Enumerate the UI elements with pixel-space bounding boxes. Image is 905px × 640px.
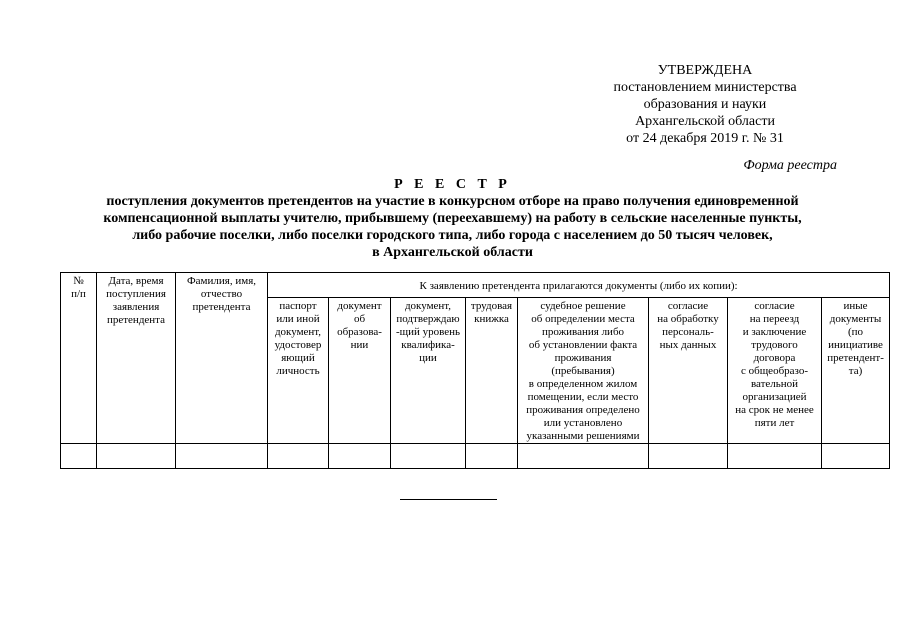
approval-line: постановлением министерства [613,80,797,95]
title-line: компенсационной выплаты учителю, прибывшему (переехавшему) на работу в сельские населенные пункты, [103,211,802,226]
table-cell[interactable] [391,444,466,469]
table-cell[interactable] [176,444,268,469]
header-number: № п/п [61,273,97,444]
approval-line: от 24 декабря 2019 г. № 31 [626,131,784,146]
table-cell[interactable] [728,444,822,469]
table-cell[interactable] [268,444,329,469]
table-cell[interactable] [97,444,176,469]
header-education: документ об образова- нии [329,298,391,444]
header-passport: паспорт или иной документ, удостовер яющий личность [268,298,329,444]
header-court-decision: судебное решение об определении места проживания либо об установлении факта проживания (пребывания) в определенном жилом помещении, если место проживания определено или установлено указанными решениями [518,298,649,444]
table-cell[interactable] [649,444,728,469]
document-title [40,176,865,261]
header-documents-group: К заявлению претендента прилагаются документы (либо их копии): [268,273,890,298]
table-cell[interactable] [329,444,391,469]
title-line: в Архангельской области [372,245,533,260]
form-label: Форма реестра [743,158,837,173]
table-cell[interactable] [61,444,97,469]
header-relocation-consent: согласие на переезд и заключение трудового договора с общеобразо- вательной организацией на срок не менее пяти лет [728,298,822,444]
header-other-documents: иные документы (по инициативе претендент- та) [822,298,890,444]
separator-line [400,499,497,500]
header-name: Фамилия, имя, отчество претендента [176,273,268,444]
registry-table [60,272,890,469]
approval-line: УТВЕРЖДЕНА [657,63,753,78]
approval-line: Архангельской области [635,114,775,129]
title-line: поступления документов претендентов на участие в конкурсном отборе на право получения единовременной [106,194,799,209]
table-row [61,444,890,469]
title-line: либо рабочие поселки, либо поселки городского типа, либо города с населением до 50 тысяч человек, [132,228,773,243]
approval-stamp [560,62,850,147]
table-cell[interactable] [822,444,890,469]
title-heading: Р Е Е С Т Р [394,177,511,192]
table-cell[interactable] [466,444,518,469]
approval-line: образования и науки [643,97,767,112]
header-data-consent: согласие на обработку персональ- ных данных [649,298,728,444]
header-workbook: трудовая книжка [466,298,518,444]
header-date: Дата, время поступления заявления претендента [97,273,176,444]
table-cell[interactable] [518,444,649,469]
header-qualification: документ, подтверждаю -щий уровень квалифика- ции [391,298,466,444]
